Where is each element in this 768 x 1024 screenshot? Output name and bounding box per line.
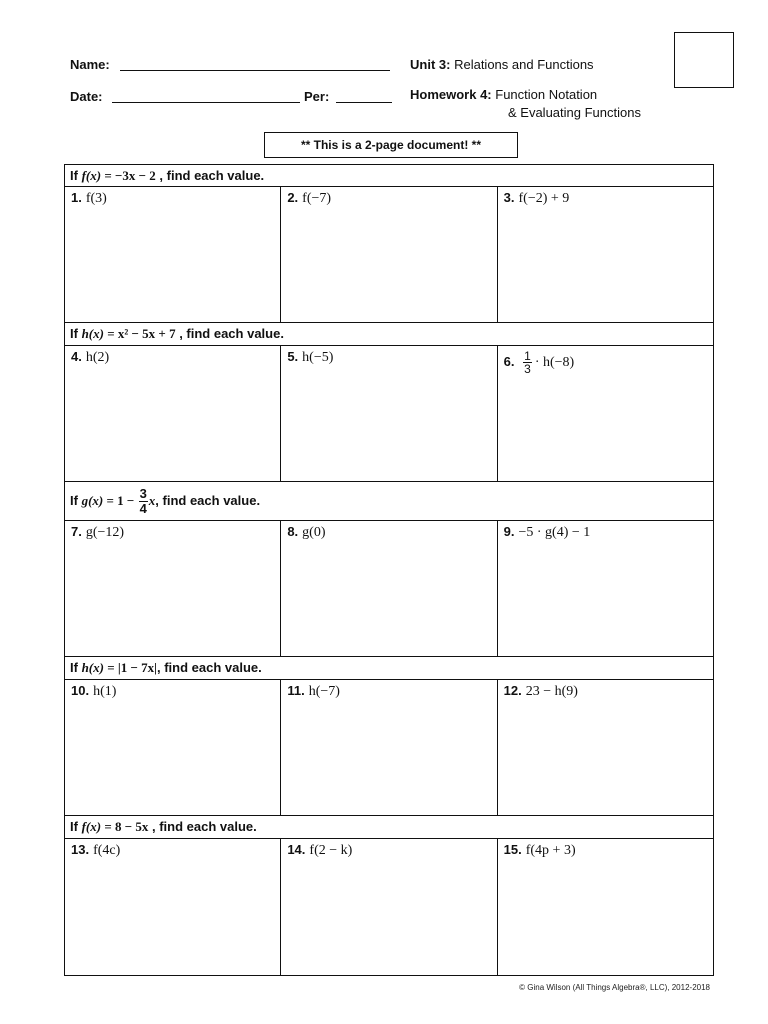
problem-2-cell[interactable]: 2. f(−7): [280, 187, 496, 322]
problem-5-cell[interactable]: 5. h(−5): [280, 346, 496, 481]
problem-4-cell[interactable]: 4. h(2): [71, 349, 110, 365]
unit-heading: [410, 57, 594, 72]
problem-3-expr: f(−2) + 9: [518, 191, 570, 206]
name-label: Name:: [70, 57, 110, 72]
worksheet: [64, 164, 714, 976]
section-4-heading: If h(x) = |1 − 7x|, find each value.: [64, 657, 714, 679]
unit-title: Relations and Functions: [454, 57, 594, 72]
per-label: Per:: [304, 89, 330, 104]
section-4-function: h(x): [81, 660, 104, 675]
problem-8-expr: g(0): [302, 525, 326, 540]
section-3-fraction: $\frac{3}{4}$: [139, 486, 147, 517]
section-4-rule: = |1 − 7x|: [103, 660, 157, 675]
section-1-rule: = −3x − 2: [101, 168, 156, 183]
problem-11-expr: h(−7): [308, 684, 340, 699]
section-2-function: h(x): [81, 326, 104, 341]
date-field[interactable]: [112, 90, 300, 103]
problem-9-expr: −5 · g(4) − 1: [518, 525, 591, 540]
homework-title-1: Function Notation: [495, 87, 598, 102]
problem-15-expr: f(4p + 3): [525, 843, 576, 858]
problem-12-expr: 23 − h(9): [525, 684, 578, 699]
section-1-function: f(x): [81, 168, 102, 183]
section-3-heading: If g(x) = 1 − $\frac{3}{4}$ x, find each value.: [64, 482, 714, 520]
problem-14-cell[interactable]: 14. f(2 − k): [280, 839, 496, 975]
problem-1-expr: f(3): [85, 191, 107, 206]
name-field[interactable]: [120, 58, 390, 71]
problem-2-expr: f(−7): [302, 191, 332, 206]
problem-3-cell[interactable]: 3. f(−2) + 9: [497, 187, 713, 322]
homework-label: Homework 4:: [410, 87, 492, 102]
homework-heading: [410, 87, 597, 102]
homework-title-2: & Evaluating Functions: [508, 105, 641, 120]
section-5-rule: = 8 − 5x: [101, 819, 149, 834]
section-5-row: [64, 838, 714, 976]
problem-7-cell[interactable]: 7. g(−12): [71, 524, 125, 540]
problem-5-expr: h(−5): [302, 350, 334, 365]
section-4-row: [64, 679, 714, 816]
section-3-row: [64, 520, 714, 657]
score-box[interactable]: [674, 32, 734, 88]
page-notice: ** This is a 2-page document! **: [264, 132, 518, 158]
section-2-row: [64, 345, 714, 482]
problem-4-expr: h(2): [85, 350, 110, 365]
problem-15-cell[interactable]: 15. f(4p + 3): [497, 839, 713, 975]
problem-13-expr: f(4c): [93, 843, 121, 858]
section-2-rule: = x² − 5x + 7: [103, 326, 176, 341]
period-field[interactable]: [336, 90, 392, 103]
section-1-row: [64, 186, 714, 323]
problem-12-cell[interactable]: 12. 23 − h(9): [497, 680, 713, 815]
problem-14-expr: f(2 − k): [309, 843, 353, 858]
problem-6-cell[interactable]: 6. $\frac{1}{3}$ · h(−8): [497, 346, 713, 481]
section-5-heading: If f(x) = 8 − 5x , find each value.: [64, 816, 714, 838]
unit-label: Unit 3:: [410, 57, 451, 72]
date-label: Date:: [70, 89, 103, 104]
problem-10-cell[interactable]: 10. h(1): [71, 683, 117, 699]
section-3-function: g(x): [81, 493, 104, 508]
copyright-footer: © Gina Wilson (All Things Algebra®, LLC), 2012-2018: [519, 983, 710, 992]
problem-1-cell[interactable]: 1. f(3): [71, 190, 107, 206]
problem-6-fraction: $\frac{1}{3}$: [524, 349, 531, 376]
problem-8-cell[interactable]: 8. g(0): [280, 521, 496, 656]
problem-10-expr: h(1): [93, 684, 117, 699]
problem-7-expr: g(−12): [85, 525, 125, 540]
problem-9-cell[interactable]: 9. −5 · g(4) − 1: [497, 521, 713, 656]
section-1-heading: If f(x) = −3x − 2 , find each value.: [64, 164, 714, 186]
section-5-function: f(x): [81, 819, 102, 834]
section-2-heading: If h(x) = x² − 5x + 7 , find each value.: [64, 323, 714, 345]
problem-11-cell[interactable]: 11. h(−7): [280, 680, 496, 815]
problem-13-cell[interactable]: 13. f(4c): [71, 842, 121, 858]
problem-6-expr: · h(−8): [534, 354, 575, 370]
